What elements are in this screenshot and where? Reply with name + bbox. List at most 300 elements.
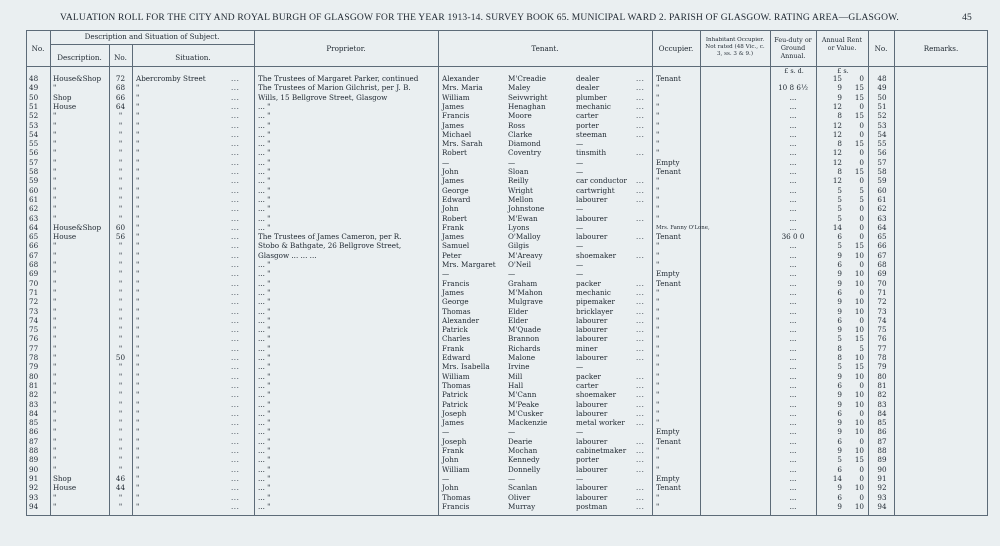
row-tenant-surname: Lyons xyxy=(508,222,530,232)
row-tenant-occupation: — xyxy=(576,167,584,176)
row-tenant-occupation: — xyxy=(576,269,584,279)
row-situation: " xyxy=(136,139,140,149)
row-situation-dots: ... xyxy=(231,371,240,381)
row-situation: " xyxy=(136,101,140,111)
col-header-no-right: No. xyxy=(874,44,888,53)
row-tenant-occupation: packer xyxy=(576,371,601,381)
row-situation: " xyxy=(136,399,140,409)
row-situation-dots: ... xyxy=(231,297,240,307)
row-rent-pounds: 9 xyxy=(837,297,842,307)
row-rent-pounds: 9 xyxy=(837,371,842,381)
col-header-proprietor: Proprietor. xyxy=(326,44,366,53)
row-rent-shillings: 0 xyxy=(859,492,864,502)
row-description: " xyxy=(53,399,57,409)
row-tenant-dots: ... xyxy=(636,287,645,297)
row-situation: " xyxy=(136,213,140,223)
row-number: 84 xyxy=(29,408,39,418)
row-street-number: " xyxy=(118,157,123,167)
row-tenant-first-name: Patrick xyxy=(442,325,468,335)
row-number-right: 93 xyxy=(877,492,887,502)
row-rent-pounds: 9 xyxy=(837,427,842,437)
row-feu-duty: 10 8 6½ xyxy=(778,83,808,93)
row-street-number: " xyxy=(118,204,123,214)
row-street-number: " xyxy=(118,325,123,335)
col-header-remarks: Remarks. xyxy=(923,44,959,53)
row-situation-dots: ... xyxy=(231,427,240,437)
row-feu-duty: ... xyxy=(789,250,797,260)
row-tenant-dots: ... xyxy=(636,353,645,362)
row-feu-duty: ... xyxy=(789,473,797,483)
row-feu-duty: ... xyxy=(789,371,797,381)
row-proprietor: ... " xyxy=(258,120,271,130)
row-street-number: " xyxy=(118,139,123,149)
row-situation: " xyxy=(136,297,140,307)
row-rent-shillings: 10 xyxy=(854,399,864,409)
row-situation: " xyxy=(136,492,140,502)
row-rent-pounds: 12 xyxy=(832,148,842,158)
row-tenant-occupation: labourer xyxy=(576,408,608,418)
row-situation-dots: ... xyxy=(231,501,240,511)
row-street-number: " xyxy=(118,408,123,418)
row-number: 65 xyxy=(29,232,39,242)
row-street-number: " xyxy=(118,241,123,251)
row-description: " xyxy=(53,185,57,195)
row-feu-duty: ... xyxy=(789,167,797,176)
row-tenant-surname: Brannon xyxy=(508,334,540,344)
row-number: 49 xyxy=(29,83,39,93)
row-rent-pounds: 9 xyxy=(837,399,842,409)
row-number-right: 84 xyxy=(877,408,887,418)
row-tenant-first-name: Francis xyxy=(442,278,470,288)
row-rent-pounds: 15 xyxy=(832,74,842,83)
row-tenant-occupation: — xyxy=(576,260,584,269)
row-rent-shillings: 10 xyxy=(854,390,864,400)
row-tenant-first-name: James xyxy=(442,176,464,186)
col-header-feu: Feu-duty or Ground Annual. xyxy=(774,36,812,60)
row-situation: " xyxy=(136,287,140,297)
page-header xyxy=(60,13,990,27)
row-occupier: " xyxy=(656,492,660,502)
row-tenant-dots: ... xyxy=(636,371,645,381)
row-occupier: Tenant xyxy=(656,167,681,176)
row-description: " xyxy=(53,167,57,176)
row-street-number: 60 xyxy=(115,222,126,232)
row-proprietor: ... " xyxy=(258,260,271,269)
table-row xyxy=(26,502,988,512)
row-situation: " xyxy=(136,120,140,130)
row-proprietor: ... " xyxy=(258,111,271,121)
row-tenant-surname: Seivwright xyxy=(508,92,548,102)
row-tenant-occupation: carter xyxy=(576,111,599,121)
row-proprietor: ... " xyxy=(258,185,271,195)
row-number-right: 91 xyxy=(877,473,887,483)
row-situation: " xyxy=(136,427,140,437)
row-number-right: 78 xyxy=(877,353,887,362)
row-rent-shillings: 0 xyxy=(859,101,864,111)
row-situation-dots: ... xyxy=(231,436,240,446)
row-tenant-first-name: William xyxy=(442,92,470,102)
row-proprietor: ... " xyxy=(258,194,271,204)
row-tenant-dots: ... xyxy=(636,325,645,335)
row-situation-dots: ... xyxy=(231,83,240,93)
row-tenant-surname: O'Malloy xyxy=(508,232,541,242)
row-street-number: " xyxy=(118,306,123,316)
row-occupier: " xyxy=(656,418,660,428)
row-situation: " xyxy=(136,483,140,493)
row-street-number: 56 xyxy=(115,232,126,242)
page-number: 45 xyxy=(962,13,972,23)
row-tenant-first-name: George xyxy=(442,185,469,195)
row-tenant-surname: Mill xyxy=(508,371,523,381)
row-description: " xyxy=(53,334,57,344)
row-tenant-first-name: William xyxy=(442,371,470,381)
row-tenant-first-name: Joseph xyxy=(442,436,467,446)
row-rent-shillings: 15 xyxy=(854,455,864,465)
row-situation-dots: ... xyxy=(231,139,240,149)
row-proprietor: ... " xyxy=(258,204,271,214)
row-proprietor: ... " xyxy=(258,315,271,325)
row-feu-duty: ... xyxy=(789,185,797,195)
row-feu-duty: ... xyxy=(789,213,797,223)
row-rent-pounds: 9 xyxy=(837,325,842,335)
row-occupier: Tenant xyxy=(656,436,681,446)
row-feu-duty: ... xyxy=(789,157,797,167)
row-occupier: " xyxy=(656,204,660,214)
row-rent-shillings: 15 xyxy=(854,139,864,149)
row-tenant-first-name: Mrs. Margaret xyxy=(442,260,496,269)
row-tenant-dots: ... xyxy=(636,343,645,353)
row-tenant-dots: ... xyxy=(636,111,645,121)
row-rent-pounds: 9 xyxy=(837,278,842,288)
row-description: " xyxy=(53,204,57,214)
row-tenant-first-name: James xyxy=(442,287,464,297)
row-tenant-occupation: porter xyxy=(576,455,599,465)
row-number-right: 54 xyxy=(877,129,887,139)
row-situation: " xyxy=(136,455,140,465)
row-feu-duty: ... xyxy=(789,408,797,418)
row-tenant-surname: — xyxy=(508,157,516,167)
row-situation: " xyxy=(136,176,140,186)
row-situation: " xyxy=(136,148,140,158)
row-situation-dots: ... xyxy=(231,101,240,111)
row-tenant-dots: ... xyxy=(636,185,645,195)
row-situation: " xyxy=(136,167,140,176)
row-rent-shillings: 10 xyxy=(854,325,864,335)
row-tenant-surname: M'Cusker xyxy=(508,408,544,418)
row-situation-dots: ... xyxy=(231,250,240,260)
row-rent-pounds: 12 xyxy=(832,176,842,186)
row-number-right: 50 xyxy=(877,92,887,102)
row-tenant-dots: ... xyxy=(636,148,645,158)
row-street-number: " xyxy=(118,176,123,186)
row-situation-dots: ... xyxy=(231,408,240,418)
row-tenant-first-name: Alexander xyxy=(442,74,480,83)
row-tenant-surname: Wright xyxy=(508,185,533,195)
row-tenant-occupation: labourer xyxy=(576,213,608,223)
row-tenant-occupation: — xyxy=(576,204,584,214)
row-proprietor: ... " xyxy=(258,139,271,149)
row-rent-shillings: 0 xyxy=(859,260,864,269)
row-proprietor: ... " xyxy=(258,334,271,344)
row-number: 48 xyxy=(29,74,39,83)
row-rent-pounds: 5 xyxy=(837,194,842,204)
row-description: " xyxy=(53,139,57,149)
row-number-right: 63 xyxy=(877,213,887,223)
row-description: House xyxy=(53,101,77,111)
row-tenant-first-name: James xyxy=(442,232,464,242)
row-rent-pounds: 9 xyxy=(837,250,842,260)
row-street-number: " xyxy=(118,436,123,446)
row-rent-pounds: 9 xyxy=(837,83,842,93)
row-description: Shop xyxy=(53,92,72,102)
row-number-right: 90 xyxy=(877,464,887,474)
row-number-right: 53 xyxy=(877,120,887,130)
row-street-number: " xyxy=(118,297,123,307)
row-description: " xyxy=(53,380,57,390)
row-feu-duty: ... xyxy=(789,120,797,130)
row-situation: " xyxy=(136,315,140,325)
row-description: " xyxy=(53,325,57,335)
row-number: 55 xyxy=(29,139,39,149)
row-proprietor: ... " xyxy=(258,167,271,176)
row-occupier: Empty xyxy=(656,473,680,483)
row-occupier: " xyxy=(656,390,660,400)
row-feu-duty: ... xyxy=(789,297,797,307)
row-situation-dots: ... xyxy=(231,306,240,316)
row-feu-duty: ... xyxy=(789,446,797,455)
row-tenant-dots: ... xyxy=(636,194,645,204)
row-situation-dots: ... xyxy=(231,343,240,353)
row-street-number: " xyxy=(118,371,123,381)
row-number: 70 xyxy=(29,278,39,288)
row-tenant-first-name: George xyxy=(442,297,469,307)
row-feu-duty: ... xyxy=(789,101,797,111)
row-proprietor: ... " xyxy=(258,418,271,428)
row-tenant-surname: M'Mahon xyxy=(508,287,543,297)
row-feu-duty: ... xyxy=(789,269,797,279)
row-proprietor: ... " xyxy=(258,343,271,353)
row-occupier: " xyxy=(656,297,660,307)
row-street-number: " xyxy=(118,455,123,465)
row-tenant-occupation: labourer xyxy=(576,436,608,446)
row-tenant-surname: Elder xyxy=(508,315,528,325)
row-occupier: " xyxy=(656,408,660,418)
row-number-right: 55 xyxy=(877,139,887,149)
row-situation: " xyxy=(136,83,140,93)
row-number-right: 92 xyxy=(877,483,887,493)
row-tenant-occupation: miner xyxy=(576,343,598,353)
row-proprietor: Stobo & Bathgate, 26 Bellgrove Street, xyxy=(258,241,402,251)
row-feu-duty: ... xyxy=(789,353,797,362)
row-tenant-dots: ... xyxy=(636,129,645,139)
row-rent-pounds: 9 xyxy=(837,446,842,455)
row-number: 71 xyxy=(29,287,39,297)
row-tenant-dots: ... xyxy=(636,213,645,223)
row-situation-dots: ... xyxy=(231,213,240,223)
row-situation: " xyxy=(136,241,140,251)
row-feu-duty: ... xyxy=(789,111,797,121)
row-proprietor: ... " xyxy=(258,148,271,158)
row-number: 56 xyxy=(29,148,39,158)
row-proprietor: ... " xyxy=(258,408,271,418)
row-number: 69 xyxy=(29,269,39,279)
row-description: " xyxy=(53,278,57,288)
row-proprietor: ... " xyxy=(258,473,271,483)
col-header-occupier: Occupier. xyxy=(658,44,694,53)
row-description: " xyxy=(53,194,57,204)
row-tenant-surname: Reilly xyxy=(508,176,529,186)
row-situation-dots: ... xyxy=(231,278,240,288)
row-occupier: " xyxy=(656,92,660,102)
row-tenant-first-name: Thomas xyxy=(442,306,471,316)
row-street-number: " xyxy=(118,120,123,130)
row-description: " xyxy=(53,446,57,455)
row-description: " xyxy=(53,362,57,372)
row-occupier: " xyxy=(656,446,660,455)
row-rent-shillings: 10 xyxy=(854,446,864,455)
row-occupier: " xyxy=(656,362,660,372)
row-situation-dots: ... xyxy=(231,325,240,335)
row-tenant-dots: ... xyxy=(636,418,645,428)
row-number-right: 56 xyxy=(877,148,887,158)
row-proprietor: ... " xyxy=(258,325,271,335)
row-tenant-occupation: shoemaker xyxy=(576,250,617,260)
row-number: 92 xyxy=(29,483,39,493)
row-feu-duty: ... xyxy=(789,455,797,465)
row-occupier: " xyxy=(656,380,660,390)
row-tenant-surname: Elder xyxy=(508,306,528,316)
row-tenant-first-name: James xyxy=(442,418,464,428)
row-rent-shillings: 15 xyxy=(854,334,864,344)
row-proprietor: The Trustees of Margaret Parker, continued xyxy=(258,74,419,83)
row-description: " xyxy=(53,408,57,418)
row-description: " xyxy=(53,157,57,167)
row-tenant-surname: Mellon xyxy=(508,194,534,204)
row-situation: " xyxy=(136,260,140,269)
row-rent-shillings: 0 xyxy=(859,287,864,297)
row-situation: " xyxy=(136,390,140,400)
row-number: 75 xyxy=(29,325,39,335)
row-tenant-occupation: pipemaker xyxy=(576,297,615,307)
row-tenant-dots: ... xyxy=(636,297,645,307)
row-tenant-occupation: labourer xyxy=(576,315,608,325)
row-tenant-first-name: James xyxy=(442,120,464,130)
row-street-number: " xyxy=(118,501,123,511)
row-street-number: " xyxy=(118,343,123,353)
row-feu-duty: ... xyxy=(789,399,797,409)
row-street-number: " xyxy=(118,446,123,455)
row-feu-duty: ... xyxy=(789,194,797,204)
row-situation-dots: ... xyxy=(231,464,240,474)
row-street-number: " xyxy=(118,399,123,409)
row-rent-shillings: 10 xyxy=(854,306,864,316)
row-description: " xyxy=(53,287,57,297)
row-street-number: 64 xyxy=(115,101,126,111)
row-occupier: " xyxy=(656,334,660,344)
row-situation-dots: ... xyxy=(231,390,240,400)
row-street-number: " xyxy=(118,148,123,158)
row-occupier: Empty xyxy=(656,269,680,279)
row-tenant-dots: ... xyxy=(636,399,645,409)
row-tenant-dots: ... xyxy=(636,176,645,186)
row-situation-dots: ... xyxy=(231,455,240,465)
row-street-number: " xyxy=(118,390,123,400)
row-number: 67 xyxy=(29,250,39,260)
row-tenant-occupation: car conductor xyxy=(576,176,627,186)
row-rent-shillings: 10 xyxy=(854,278,864,288)
col-header-desc-group: Description and Situation of Subject. xyxy=(84,32,220,41)
col-header-situation: Situation. xyxy=(175,53,211,62)
row-number-right: 60 xyxy=(877,185,887,195)
row-feu-duty: ... xyxy=(789,464,797,474)
row-number: 82 xyxy=(29,390,39,400)
row-tenant-first-name: — xyxy=(442,157,450,167)
row-rent-pounds: 8 xyxy=(837,139,842,149)
row-description: " xyxy=(53,213,57,223)
row-proprietor: ... " xyxy=(258,157,271,167)
row-rent-shillings: 0 xyxy=(859,380,864,390)
row-number-right: 76 xyxy=(877,334,887,344)
row-situation-dots: ... xyxy=(231,92,240,102)
row-rent-shillings: 0 xyxy=(859,213,864,223)
row-rent-pounds: 9 xyxy=(837,483,842,493)
row-number-right: 73 xyxy=(877,306,887,316)
row-number-right: 80 xyxy=(877,371,887,381)
row-rent-pounds: 9 xyxy=(837,269,842,279)
row-tenant-dots: ... xyxy=(636,380,645,390)
row-rent-pounds: 12 xyxy=(832,120,842,130)
row-situation-dots: ... xyxy=(231,74,240,83)
row-occupier: Mrs. Fanny O'Lone, xyxy=(656,224,710,231)
row-proprietor: ... " xyxy=(258,287,271,297)
row-tenant-surname: Dearie xyxy=(508,436,533,446)
row-proprietor: ... " xyxy=(258,213,271,223)
row-tenant-occupation: labourer xyxy=(576,483,608,493)
row-tenant-dots: ... xyxy=(636,436,645,446)
row-street-number: 50 xyxy=(115,353,126,362)
row-proprietor: ... " xyxy=(258,390,271,400)
row-street-number: " xyxy=(118,167,123,176)
row-number: 77 xyxy=(29,343,39,353)
row-description: " xyxy=(53,176,57,186)
row-street-number: " xyxy=(118,213,123,223)
row-occupier: Tenant xyxy=(656,232,681,242)
row-tenant-occupation: mechanic xyxy=(576,101,611,111)
row-occupier: " xyxy=(656,343,660,353)
row-tenant-first-name: John xyxy=(442,455,459,465)
row-street-number: " xyxy=(118,260,123,269)
row-occupier: " xyxy=(656,464,660,474)
row-tenant-surname: Oliver xyxy=(508,492,531,502)
row-occupier: " xyxy=(656,194,660,204)
row-number-right: 57 xyxy=(877,157,887,167)
row-tenant-surname: M'Ewan xyxy=(508,213,538,223)
row-description: " xyxy=(53,241,57,251)
row-situation: " xyxy=(136,436,140,446)
row-street-number: " xyxy=(118,464,123,474)
row-proprietor: ... " xyxy=(258,492,271,502)
row-number: 83 xyxy=(29,399,39,409)
row-occupier: " xyxy=(656,315,660,325)
row-proprietor: ... " xyxy=(258,427,271,437)
row-number-right: 74 xyxy=(877,315,887,325)
row-street-number: 44 xyxy=(115,483,126,493)
row-number: 64 xyxy=(29,222,39,232)
row-tenant-occupation: labourer xyxy=(576,194,608,204)
row-occupier: " xyxy=(656,120,660,130)
row-proprietor: ... " xyxy=(258,399,271,409)
row-tenant-dots: ... xyxy=(636,390,645,400)
